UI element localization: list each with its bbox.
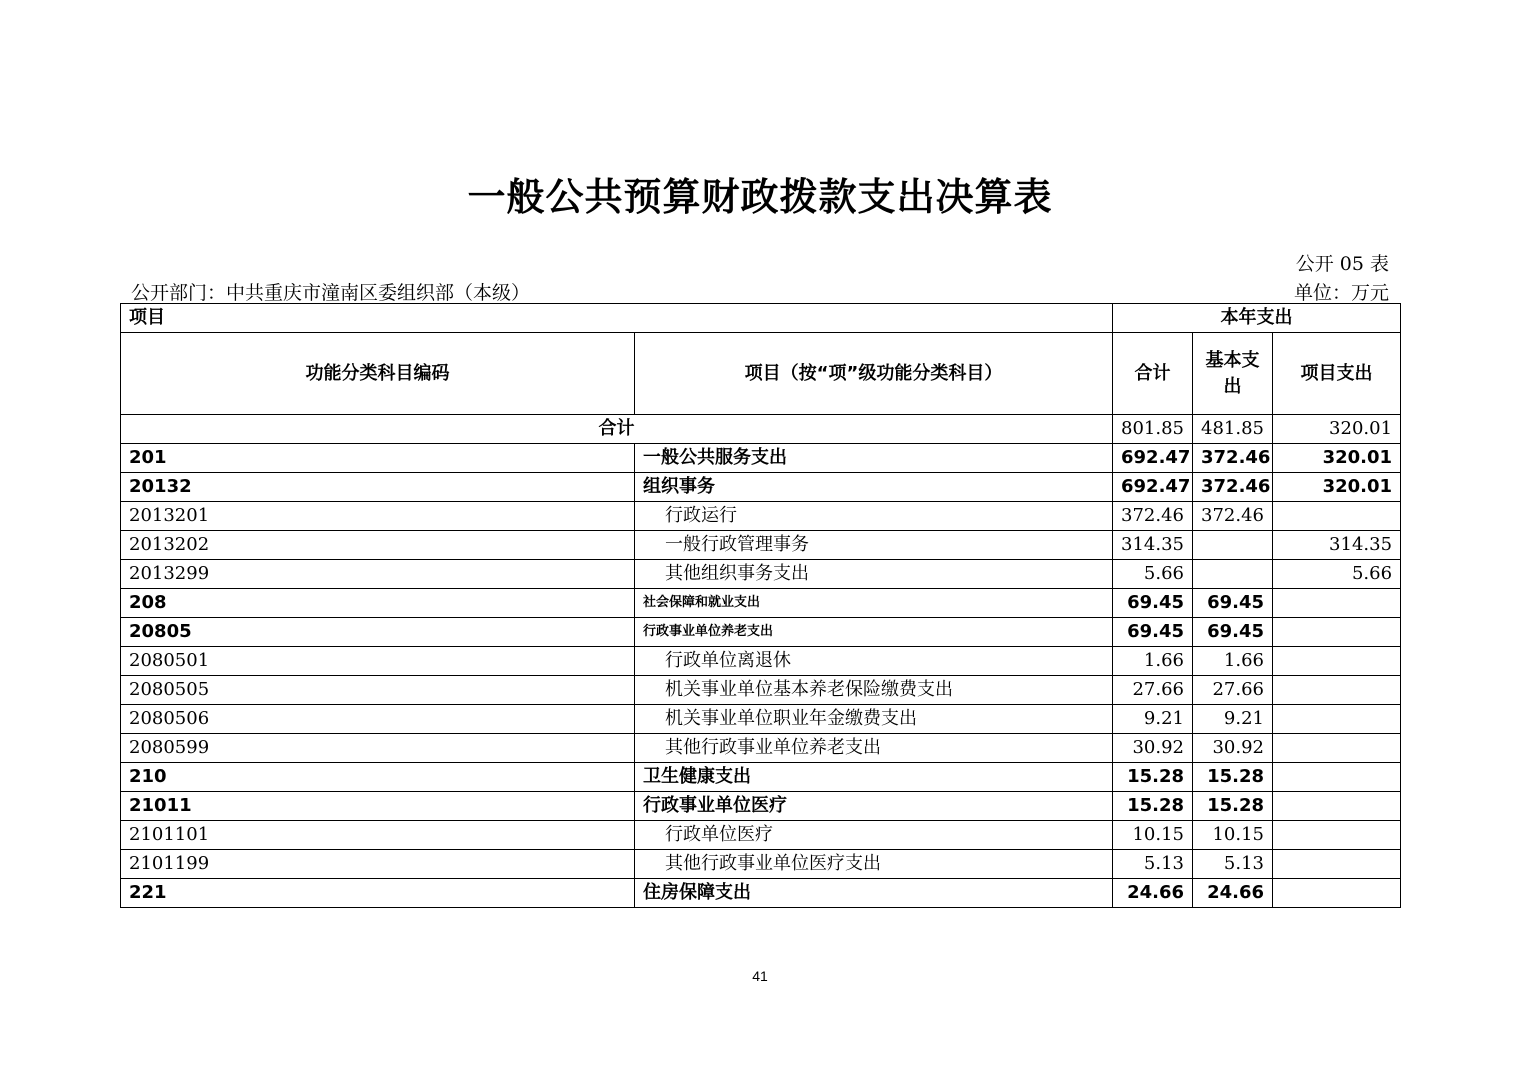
header-project: 项目支出 xyxy=(1273,333,1401,415)
row-name: 机关事业单位基本养老保险缴费支出 xyxy=(635,676,1113,705)
row-total: 5.13 xyxy=(1113,850,1193,879)
row-basic: 69.45 xyxy=(1193,589,1273,618)
row-name: 其他行政事业单位医疗支出 xyxy=(635,850,1113,879)
row-code: 2013201 xyxy=(121,502,635,531)
row-basic: 5.13 xyxy=(1193,850,1273,879)
row-basic: 69.45 xyxy=(1193,618,1273,647)
row-basic: 15.28 xyxy=(1193,792,1273,821)
row-name: 住房保障支出 xyxy=(635,879,1113,908)
table-row xyxy=(121,531,1401,560)
row-total: 9.21 xyxy=(1113,705,1193,734)
row-project: 314.35 xyxy=(1273,531,1401,560)
form-number: 公开 05 表 xyxy=(1295,253,1389,275)
page-number: 41 xyxy=(752,968,768,984)
table-row xyxy=(121,879,1401,908)
total-label: 合计 xyxy=(121,415,1113,444)
row-code: 21011 xyxy=(121,792,635,821)
row-basic: 372.46 xyxy=(1193,473,1273,502)
header-total: 合计 xyxy=(1113,333,1193,415)
row-name: 其他组织事务支出 xyxy=(635,560,1113,589)
row-basic: 10.15 xyxy=(1193,821,1273,850)
table-row xyxy=(121,763,1401,792)
table-row xyxy=(121,821,1401,850)
table-row xyxy=(121,473,1401,502)
row-project: 320.01 xyxy=(1273,444,1401,473)
row-basic: 372.46 xyxy=(1193,502,1273,531)
row-name: 社会保障和就业支出 xyxy=(635,589,1113,618)
row-name: 其他行政事业单位养老支出 xyxy=(635,734,1113,763)
row-project: 320.01 xyxy=(1273,473,1401,502)
header-name: 项目（按“项”级功能分类科目） xyxy=(635,333,1113,415)
table-row xyxy=(121,618,1401,647)
table-row xyxy=(121,850,1401,879)
row-total: 5.66 xyxy=(1113,560,1193,589)
row-basic: 24.66 xyxy=(1193,879,1273,908)
row-total: 692.47 xyxy=(1113,444,1193,473)
row-name: 机关事业单位职业年金缴费支出 xyxy=(635,705,1113,734)
total-basic: 481.85 xyxy=(1193,415,1273,444)
row-basic: 27.66 xyxy=(1193,676,1273,705)
row-basic: 372.46 xyxy=(1193,444,1273,473)
row-code: 2013202 xyxy=(121,531,635,560)
row-project xyxy=(1273,705,1401,734)
row-project xyxy=(1273,821,1401,850)
row-project xyxy=(1273,502,1401,531)
row-total: 692.47 xyxy=(1113,473,1193,502)
row-code: 2080505 xyxy=(121,676,635,705)
table-row xyxy=(121,502,1401,531)
row-code: 2101199 xyxy=(121,850,635,879)
row-code: 2013299 xyxy=(121,560,635,589)
row-name: 行政事业单位医疗 xyxy=(635,792,1113,821)
row-basic: 15.28 xyxy=(1193,763,1273,792)
table-row xyxy=(121,647,1401,676)
row-total: 30.92 xyxy=(1113,734,1193,763)
row-project xyxy=(1273,589,1401,618)
header-basic: 基本支出 xyxy=(1193,333,1273,415)
row-total: 10.15 xyxy=(1113,821,1193,850)
row-total: 27.66 xyxy=(1113,676,1193,705)
row-name: 行政事业单位养老支出 xyxy=(635,618,1113,647)
total-total: 801.85 xyxy=(1113,415,1193,444)
row-total: 69.45 xyxy=(1113,589,1193,618)
unit-label: 单位：万元 xyxy=(1293,282,1389,304)
row-project xyxy=(1273,734,1401,763)
table-row xyxy=(121,444,1401,473)
row-total: 314.35 xyxy=(1113,531,1193,560)
row-name: 组织事务 xyxy=(635,473,1113,502)
header-row-top xyxy=(121,304,1401,333)
row-basic xyxy=(1193,560,1273,589)
budget-table xyxy=(120,303,1401,908)
table-row xyxy=(121,705,1401,734)
row-project xyxy=(1273,647,1401,676)
row-code: 201 xyxy=(121,444,635,473)
row-name: 卫生健康支出 xyxy=(635,763,1113,792)
table-row xyxy=(121,589,1401,618)
page-title: 一般公共预算财政拨款支出决算表 xyxy=(467,175,1053,219)
department-label: 公开部门：中共重庆市潼南区委组织部（本级） xyxy=(131,282,531,304)
row-project xyxy=(1273,618,1401,647)
table-row xyxy=(121,792,1401,821)
row-total: 24.66 xyxy=(1113,879,1193,908)
row-basic: 30.92 xyxy=(1193,734,1273,763)
row-code: 20132 xyxy=(121,473,635,502)
row-code: 2080506 xyxy=(121,705,635,734)
table-row xyxy=(121,676,1401,705)
row-basic: 1.66 xyxy=(1193,647,1273,676)
row-code: 210 xyxy=(121,763,635,792)
row-code: 208 xyxy=(121,589,635,618)
row-project: 5.66 xyxy=(1273,560,1401,589)
header-code: 功能分类科目编码 xyxy=(121,333,635,415)
table-row xyxy=(121,560,1401,589)
row-name: 行政单位医疗 xyxy=(635,821,1113,850)
row-basic: 9.21 xyxy=(1193,705,1273,734)
row-total: 15.28 xyxy=(1113,792,1193,821)
row-total: 69.45 xyxy=(1113,618,1193,647)
total-row xyxy=(121,415,1401,444)
row-code: 2080599 xyxy=(121,734,635,763)
row-project xyxy=(1273,792,1401,821)
row-code: 20805 xyxy=(121,618,635,647)
row-total: 15.28 xyxy=(1113,763,1193,792)
row-project xyxy=(1273,676,1401,705)
header-item: 项目 xyxy=(121,304,1113,333)
total-project: 320.01 xyxy=(1273,415,1401,444)
row-name: 一般公共服务支出 xyxy=(635,444,1113,473)
row-name: 行政运行 xyxy=(635,502,1113,531)
row-project xyxy=(1273,850,1401,879)
row-code: 221 xyxy=(121,879,635,908)
header-row-bottom xyxy=(121,333,1401,415)
row-basic xyxy=(1193,531,1273,560)
row-total: 372.46 xyxy=(1113,502,1193,531)
row-project xyxy=(1273,763,1401,792)
header-current-year: 本年支出 xyxy=(1113,304,1401,333)
table-row xyxy=(121,734,1401,763)
row-code: 2101101 xyxy=(121,821,635,850)
row-project xyxy=(1273,879,1401,908)
row-name: 一般行政管理事务 xyxy=(635,531,1113,560)
row-code: 2080501 xyxy=(121,647,635,676)
row-total: 1.66 xyxy=(1113,647,1193,676)
row-name: 行政单位离退休 xyxy=(635,647,1113,676)
